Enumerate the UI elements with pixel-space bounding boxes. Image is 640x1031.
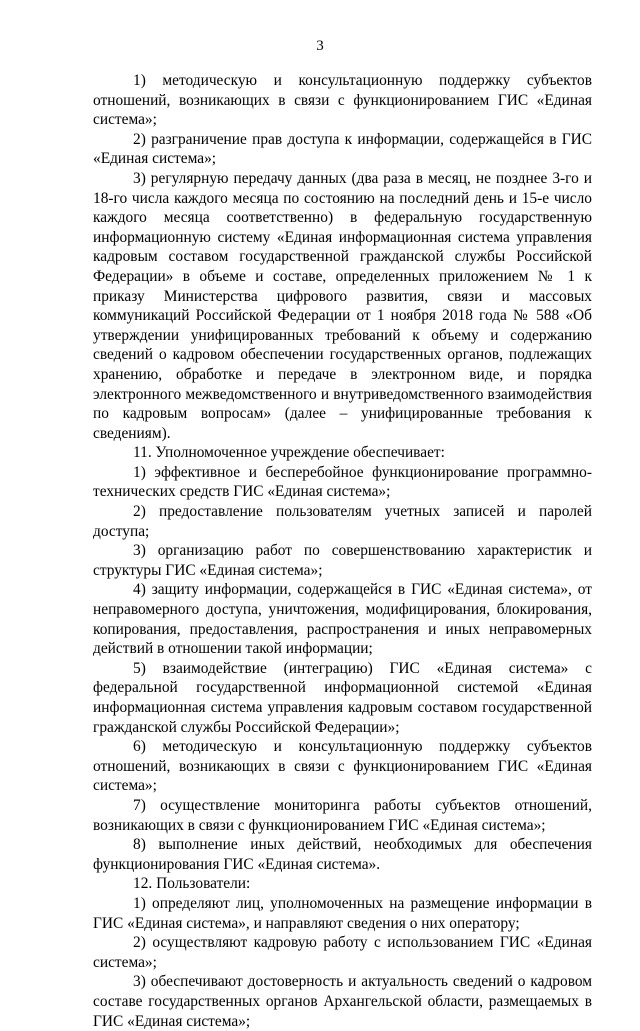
clause-11-heading: 11. Уполномоченное учреждение обеспечивает: — [133, 444, 445, 462]
paragraph-data-accuracy: 3) обеспечивают достоверность и актуальность сведений о кадровом составе государственных органов Архангельской области, размещаемых в ГИС «Единая система»; — [93, 973, 592, 1030]
paragraph-monitoring: 7) осуществление мониторинга работы субъектов отношений, возникающих в связи с функционированием ГИС «Единая система»; — [93, 796, 592, 834]
paragraph-improvement: 3) организацию работ по совершенствованию характеристик и структуры ГИС «Единая система»; — [93, 542, 592, 579]
paragraph-other-actions: 8) выполнение иных действий, необходимых для обеспечения функционирования ГИС «Единая система». — [93, 836, 592, 873]
paragraph-functioning: 1) эффективное и бесперебойное функционирование программно-технических средств ГИС «Единая система»; — [93, 463, 592, 501]
paragraph-methodical-support: 1) методическую и консультационную поддержку субъектов отношений, возникающих в связи с функционированием ГИС «Единая система»; — [93, 72, 592, 129]
clause-12-heading: 12. Пользователи: — [133, 875, 251, 893]
page-number: 3 — [316, 38, 324, 54]
paragraph-integration: 5) взаимодействие (интеграцию) ГИС «Единая система» с федеральной государственной информационной системой «Единая информационная система управления кадровым составом государственной гражданской службы Российской Федерации»; — [93, 659, 592, 736]
paragraph-authorized-persons: 1) определяют лиц, уполномоченных на размещение информации в ГИС «Единая система», и направляют сведения о них оператору; — [93, 894, 592, 932]
paragraph-methodical-support-2: 6) методическую и консультационную поддержку субъектов отношений, возникающих в связи с функционированием ГИС «Единая система»; — [93, 738, 592, 795]
document-body — [93, 71, 592, 1031]
paragraph-data-protection: 4) защиту информации, содержащейся в ГИС «Единая система», от неправомерного доступа, уничтожения, модифицирования, блокирования, копирования, предоставления, распространения и иных неправомерных действий в отношении такой информации; — [93, 581, 592, 658]
paragraph-data-transfer: 3) регулярную передачу данных (два раза в месяц, не позднее 3-го и 18-го числа каждого месяца по состоянию на последний день и 15-е число каждого месяца соответственно) в федеральную государственную информационную систему «Единая информационная система управления кадровым составом государственной гражданской службы Российской Федерации» в объеме и составе, определенных приложением № 1 к приказу Министерства цифрового развития, связи и массовых коммуникаций Российской Федерации от 1 ноября 2018 года № 588 «Об утверждении унифицированных требований к объему и содержанию сведений о кадровом обеспечении государственных органов, подлежащих хранению, обработке и передаче в электронном виде, и порядка электронного межведомственного и внутриведомственного взаимодействия по кадровым вопросам» (далее – унифицированные требования к сведениям). — [93, 169, 592, 442]
paragraph-access-rights: 2) разграничение прав доступа к информации, содержащейся в ГИС «Единая система»; — [93, 130, 592, 168]
paragraph-user-accounts: 2) предоставление пользователям учетных записей и паролей доступа; — [93, 503, 592, 540]
paragraph-hr-work: 2) осуществляют кадровую работу с использованием ГИС «Единая система»; — [93, 934, 592, 971]
